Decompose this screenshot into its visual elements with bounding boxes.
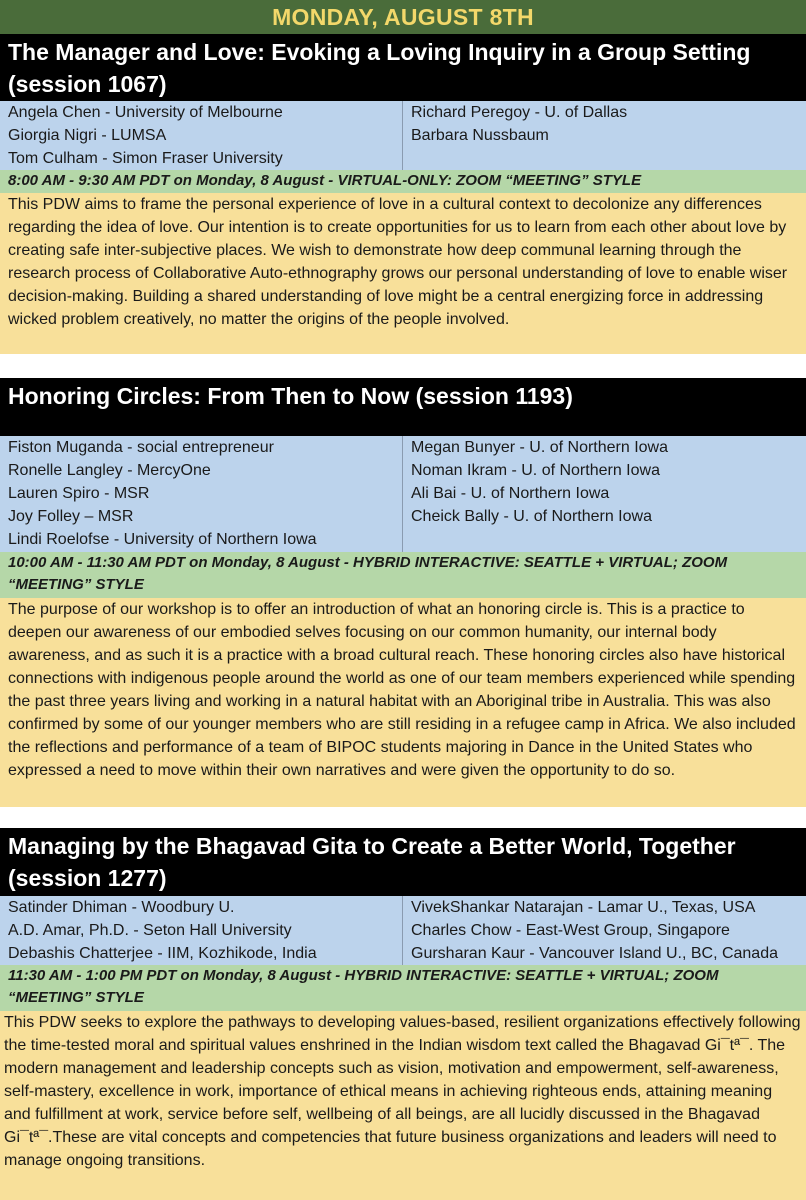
- presenter: Lauren Spiro - MSR: [8, 485, 150, 502]
- presenter: Richard Peregoy - U. of Dallas: [411, 104, 628, 121]
- session-time: 11:30 AM - 1:00 PM PDT on Monday, 8 August - HYBRID INTERACTIVE: SEATTLE + VIRTUAL; ZOOM “MEETING” STYLE: [0, 965, 806, 1011]
- presenters: [0, 896, 806, 965]
- session-1193: [0, 378, 806, 807]
- session-1067: [0, 34, 806, 354]
- presenters-right-column: [403, 436, 806, 552]
- presenter: Giorgia Nigri - LUMSA: [8, 127, 167, 144]
- presenter: Debashis Chatterjee - IIM, Kozhikode, India: [8, 945, 317, 962]
- presenters-left-column: [0, 436, 403, 552]
- presenter: A.D. Amar, Ph.D. - Seton Hall University: [8, 922, 292, 939]
- presenter: VivekShankar Natarajan - Lamar U., Texas, USA: [411, 899, 756, 916]
- presenter: Angela Chen - University of Melbourne: [8, 104, 283, 121]
- session-time: 8:00 AM - 9:30 AM PDT on Monday, 8 August - VIRTUAL-ONLY: ZOOM “MEETING” STYLE: [0, 170, 806, 193]
- presenter: Fiston Muganda - social entrepreneur: [8, 439, 274, 456]
- presenters: [0, 101, 806, 170]
- presenter: Ali Bai - U. of Northern Iowa: [411, 485, 610, 502]
- presenters: [0, 436, 806, 552]
- presenter: Gursharan Kaur - Vancouver Island U., BC, Canada: [411, 945, 778, 962]
- presenter: Charles Chow - East-West Group, Singapore: [411, 922, 730, 939]
- presenter: Lindi Roelofse - University of Northern Iowa: [8, 531, 317, 548]
- presenters-left-column: [0, 101, 403, 170]
- presenter: Tom Culham - Simon Fraser University: [8, 150, 283, 167]
- presenter: Noman Ikram - U. of Northern Iowa: [411, 462, 660, 479]
- presenter: Joy Folley – MSR: [8, 508, 134, 525]
- presenters-left-column: [0, 896, 403, 965]
- presenters-right-column: [403, 896, 806, 965]
- date-banner: MONDAY, AUGUST 8TH: [0, 0, 806, 34]
- session-time: 10:00 AM - 11:30 AM PDT on Monday, 8 August - HYBRID INTERACTIVE: SEATTLE + VIRTUAL; ZOOM “MEETING” STYLE: [0, 552, 806, 598]
- session-1277: [0, 828, 806, 1200]
- presenter: Cheick Bally - U. of Northern Iowa: [411, 508, 652, 525]
- session-title: The Manager and Love: Evoking a Loving Inquiry in a Group Setting (session 1067): [0, 34, 806, 101]
- session-title: Managing by the Bhagavad Gita to Create a Better World, Together (session 1277): [0, 828, 806, 896]
- session-description: The purpose of our workshop is to offer an introduction of what an honoring circle is. This is a practice to deepen our awareness of our embodied selves focusing on our common humanity, our internal body awareness, and as such it is a practice with a broad cultural reach. These honoring circles also have historical connections with indigenous people around the world as one of our team members experienced while spending the past three years living and working in a natural habitat with an Aboriginal tribe in Australia. This was also confirmed by some of our younger members who are still residing in a refugee camp in Africa. We also included the reflections and performance of a team of BIPOC students majoring in Dance in the United States who expressed a need to move within their own narratives and were given the opportunity to do so.: [0, 598, 806, 807]
- presenter: Ronelle Langley - MercyOne: [8, 462, 211, 479]
- session-title: Honoring Circles: From Then to Now (session 1193): [0, 378, 806, 436]
- presenter: Megan Bunyer - U. of Northern Iowa: [411, 439, 669, 456]
- presenter: Satinder Dhiman - Woodbury U.: [8, 899, 235, 916]
- presenters-right-column: [403, 101, 806, 170]
- session-description: This PDW aims to frame the personal experience of love in a cultural context to decolonize any differences regarding the idea of love. Our intention is to create opportunities for us to learn from each other about love by creating safe inter-subjective places. We wish to demonstrate how deep communal learning through the research process of Collaborative Auto-ethnography grows our personal understanding of love to enable wiser decision-making. Building a shared understanding of love might be a central energizing force in addressing wicked problem creatively, no matter the origins of the people involved.: [0, 193, 806, 354]
- session-description: This PDW seeks to explore the pathways to developing values-based, resilient organizations effectively following the time-tested moral and spiritual values enshrined in the Indian wisdom text called the Bhagavad Gi¯tª¯. The modern management and leadership concepts such as vision, motivation and empowerment, self-awareness, self-mastery, excellence in work, importance of ethical means in achieving righteous ends, attaining meaning and fulfillment at work, service before self, wellbeing of all beings, are all lucidly discussed in the Bhagavad Gi¯tª¯.These are vital concepts and competencies that future business organizations and leaders will need to manage ongoing transitions.: [0, 1011, 806, 1200]
- presenter: Barbara Nussbaum: [411, 127, 549, 144]
